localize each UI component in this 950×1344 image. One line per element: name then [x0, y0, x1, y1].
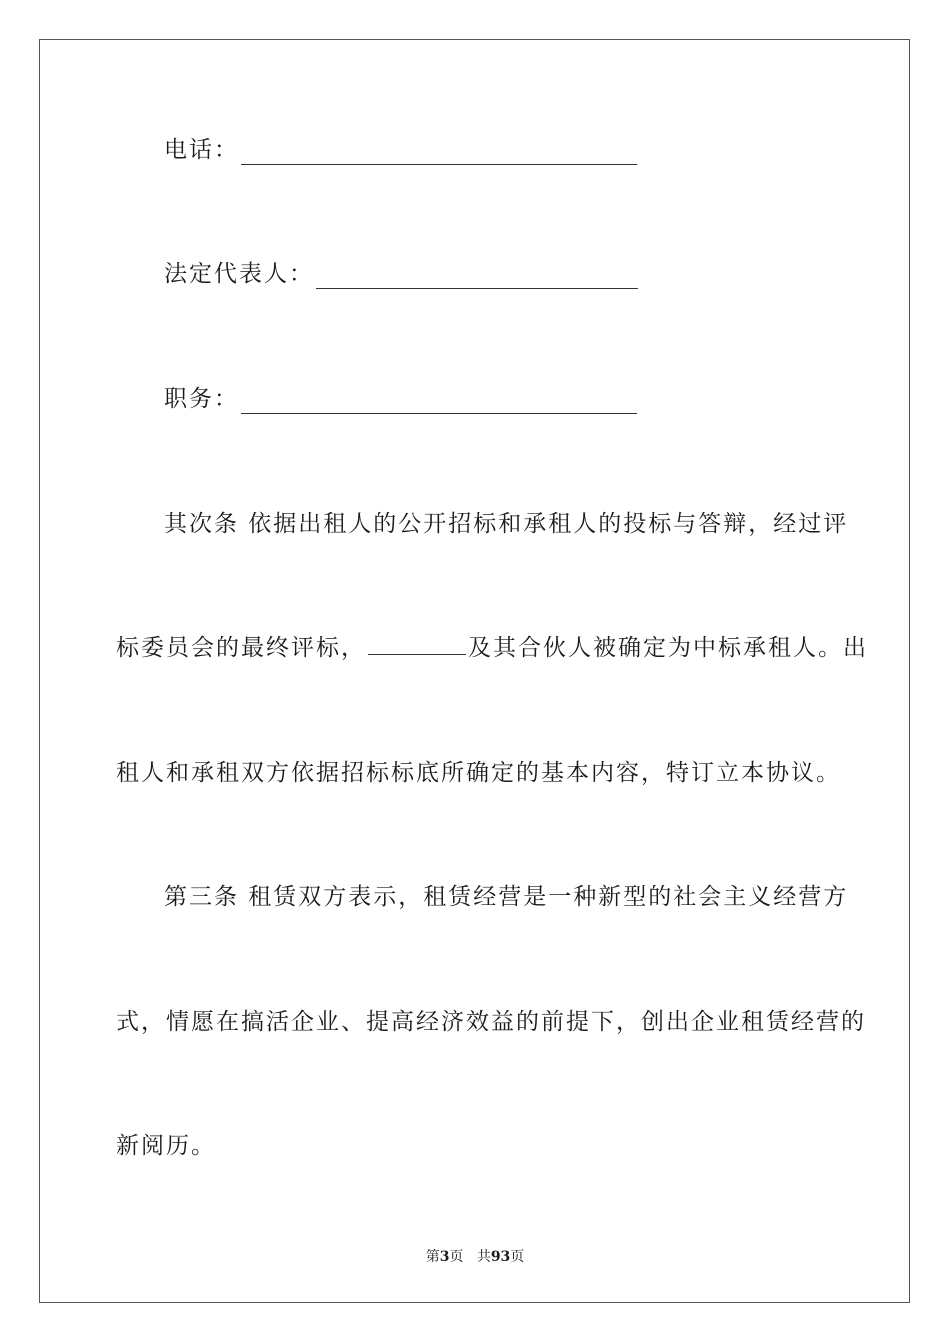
article3-line1: 第三条 租赁双方表示，租赁经营是一种新型的社会主义经营方	[164, 884, 849, 910]
article2-line2	[116, 633, 868, 663]
total-pages: 93	[490, 1249, 511, 1265]
page-prefix: 第	[425, 1249, 440, 1265]
article2-line2-end: 及其合伙人被确定为中标承租人。出	[468, 635, 868, 661]
page-border	[39, 39, 910, 1303]
legal-rep-blank-line	[316, 266, 638, 289]
page-suffix: 页	[449, 1249, 464, 1265]
winner-name-blank	[368, 634, 466, 655]
phone-blank-line	[241, 142, 637, 165]
article2-line1: 其次条 依据出租人的公开招标和承租人的投标与答辩，经过评	[164, 511, 849, 537]
position-blank-line	[241, 391, 637, 414]
phone-label: 电话：	[164, 137, 239, 163]
legal-rep-field-row	[164, 259, 638, 289]
article3-line3: 新阅历。	[116, 1133, 216, 1159]
article2-line2-start: 标委员会的最终评标，	[116, 635, 366, 661]
phone-field-row	[164, 135, 637, 165]
total-suffix: 页	[510, 1249, 525, 1265]
total-prefix: 共	[476, 1249, 491, 1265]
article2-line3: 租人和承租双方依据招标标底所确定的基本内容，特订立本协议。	[116, 760, 841, 786]
page-footer	[0, 1246, 950, 1266]
legal-rep-label: 法定代表人：	[164, 261, 314, 287]
position-field-row	[164, 384, 637, 414]
page-number: 3	[439, 1249, 450, 1265]
article3-line2: 式，情愿在搞活企业、提高经济效益的前提下，创出企业租赁经营的	[116, 1009, 866, 1035]
position-label: 职务：	[164, 386, 239, 412]
